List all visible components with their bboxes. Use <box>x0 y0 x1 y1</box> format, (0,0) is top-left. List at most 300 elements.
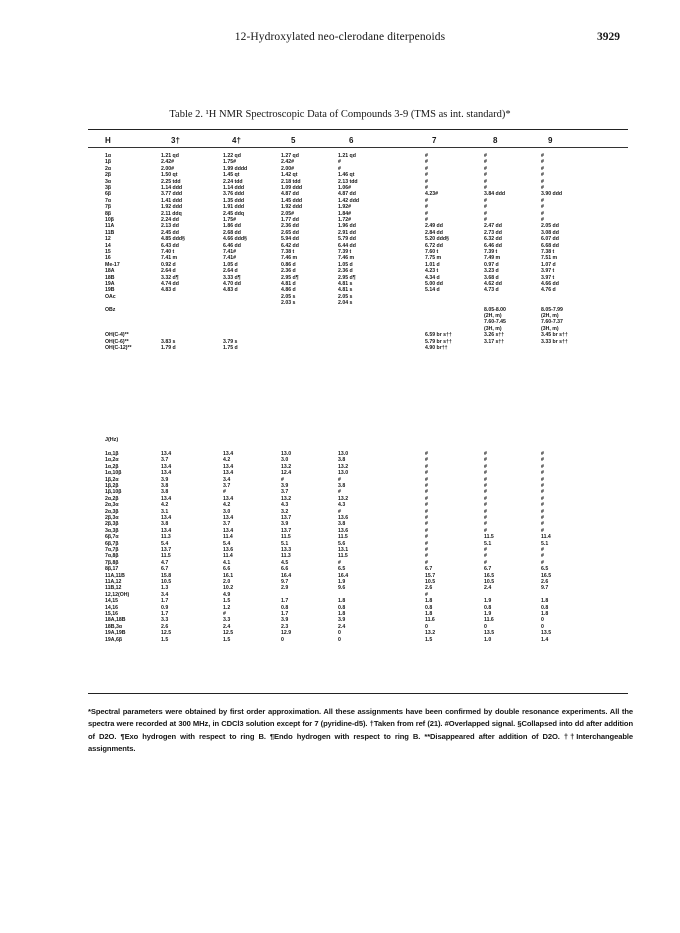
table-cell: # <box>541 204 544 211</box>
table-cell: # <box>484 197 487 204</box>
table-cell: # <box>484 476 487 483</box>
table-cell: # <box>541 197 544 204</box>
table-cell: # <box>425 197 428 204</box>
row-label: 6β <box>105 191 112 198</box>
table-cell: 3.26 s†† <box>484 332 505 339</box>
table-cell: 11.6 <box>425 617 435 624</box>
table-top-rule <box>88 129 628 130</box>
running-title: 12-Hydroxylated neo-clerodane diterpenoids <box>234 31 446 43</box>
row-label: OH(C-6)** <box>105 338 129 345</box>
table-cell: 13.5 <box>484 630 495 637</box>
table-cell: # <box>541 159 544 166</box>
table-cell: 2.05# <box>281 210 294 217</box>
column-header: 7 <box>432 136 437 145</box>
table-cell: 13.4 <box>161 451 172 457</box>
column-header: 3† <box>171 136 180 145</box>
table-cell: 6.59 br s†† <box>425 332 452 339</box>
table-cell: # <box>338 489 341 496</box>
table-cell: 1.45 qt <box>223 172 240 179</box>
table-cell: # <box>484 553 487 560</box>
table-cell: 7.46 m <box>281 255 298 262</box>
table-cell: 15.7 <box>425 572 436 579</box>
table-cell: 2.84 dd <box>425 229 443 236</box>
table-cell: 3.0 <box>223 508 231 515</box>
row-label: 2α,3α <box>105 502 119 509</box>
table-cell: 0.8 <box>484 604 492 611</box>
row-label: 14,15 <box>105 598 118 605</box>
table-cell: # <box>541 527 544 534</box>
table-cell: 2.4 <box>484 585 492 592</box>
row-label: 1β,10β <box>105 489 122 496</box>
table-cell: 16.5 <box>484 572 495 579</box>
table-cell: 1.3 <box>161 585 169 592</box>
table-cell: 0 <box>338 636 341 643</box>
table-cell: 3.4 <box>161 591 169 598</box>
table-cell: # <box>425 457 428 464</box>
table-cell: 0.9 <box>161 604 169 611</box>
table-cell: 7.40 t <box>161 249 175 255</box>
table-cell: # <box>338 165 341 172</box>
table-cell: 11.4 <box>541 534 551 541</box>
table-cell: 4.81 s <box>338 281 353 287</box>
row-label: 6β,7β <box>105 540 119 547</box>
table-cell: 3.32 d¶ <box>161 274 179 281</box>
table-cell: 3.9 <box>281 617 289 624</box>
table-cell: 4.7 <box>161 559 169 566</box>
table-cell: 1.8 <box>338 611 346 617</box>
table-cell: 1.5 <box>223 636 231 643</box>
table-cell: 11.4 <box>223 553 233 560</box>
table-cell: 1.42 qt <box>281 172 298 179</box>
table-cell: # <box>541 172 544 179</box>
table-cell: # <box>541 521 544 528</box>
page-number: 3929 <box>597 31 620 43</box>
table-cell: 6.07 dd <box>541 236 559 243</box>
table-cell: 0.8 <box>338 604 346 611</box>
table-cell: # <box>484 502 487 509</box>
table-cell: 7.39 t <box>484 249 498 255</box>
table-cell: 2.65 dd <box>281 229 299 236</box>
table-cell: 3.97 t <box>541 268 555 275</box>
table-cell: 0.86 d <box>281 261 296 268</box>
table-cell: # <box>541 451 544 457</box>
table-cell: 4.70 dd <box>223 281 241 287</box>
table-cell: 12.4 <box>281 470 292 477</box>
table-cell: 12.5 <box>161 630 172 637</box>
table-cell: 0 <box>425 623 428 630</box>
table-cell: 6.7 <box>484 566 492 573</box>
row-label: 1β <box>105 159 112 166</box>
table-cell: 2.47 dd <box>484 223 502 230</box>
table-cell: 1.91 ddd <box>223 204 245 211</box>
table-cell: 7.60 t <box>425 249 439 255</box>
table-cell: 1.27 qd <box>281 153 299 159</box>
table-cell: 1.05 d <box>338 261 353 268</box>
table-cell: # <box>484 451 487 457</box>
table-cell: 1.86 dd <box>223 223 241 230</box>
table-cell: 1.45 ddd <box>281 197 303 204</box>
row-label: 3β <box>105 185 112 191</box>
table-cell: 5.6 <box>338 540 346 547</box>
row-label: 11A,11B <box>105 572 125 579</box>
table-cell: # <box>425 515 428 521</box>
table-cell: # <box>484 559 487 566</box>
table-cell: # <box>484 527 487 534</box>
table-cell: 2.05 dd <box>541 223 559 230</box>
table-cell: 7.51 m <box>541 255 558 262</box>
table-cell: 12.5 <box>223 630 234 637</box>
table-cell: 5.79 dd <box>338 236 356 243</box>
table-cell: 1.8 <box>425 611 433 617</box>
table-cell: 13.6 <box>223 547 234 553</box>
table-cell: (3H, m) <box>541 325 559 332</box>
table-cell: 13.2 <box>281 463 292 470</box>
table-cell: (2H, m) <box>541 313 559 319</box>
table-cell: # <box>484 547 487 553</box>
table-cell: 3.79 s <box>223 338 238 345</box>
row-label: 15 <box>105 249 111 255</box>
table-cell: 5.1 <box>484 540 492 547</box>
table-cell: # <box>541 457 544 464</box>
table-cell: 11.4 <box>223 534 233 541</box>
row-label: 14 <box>105 242 111 249</box>
table-cell: # <box>541 502 544 509</box>
table-cell: # <box>484 521 487 528</box>
table-cell: # <box>541 463 544 470</box>
table-cell: 15.8 <box>161 572 172 579</box>
table-cell: # <box>484 489 487 496</box>
table-cell: 5.14 d <box>425 287 440 294</box>
table-cell: 2.05 s <box>338 293 353 300</box>
table-cell: 3.8 <box>161 489 169 496</box>
row-label: 7β <box>105 204 112 211</box>
table-cell: # <box>484 217 487 223</box>
table-cell: # <box>541 470 544 477</box>
table-cell: 3.7 <box>281 489 289 496</box>
table-cell: 2.91 dd <box>338 229 356 236</box>
table-cell: 3.1 <box>161 508 169 515</box>
table-cell: # <box>541 165 544 172</box>
table-cell: 1.75 d <box>223 345 238 351</box>
table-cell: 6.6 <box>223 566 231 573</box>
table-cell: 6.68 dd <box>541 242 559 249</box>
table-cell: 1.0 <box>484 636 492 643</box>
table-cell: # <box>484 508 487 515</box>
table-cell: 2.68 dd <box>223 229 241 236</box>
row-label: 11A,12 <box>105 579 122 585</box>
table-cell: 13.0 <box>338 451 349 457</box>
table-cell: 1.92 ddd <box>161 204 183 211</box>
row-label: 12 <box>105 236 111 243</box>
row-label: 2β <box>105 172 112 179</box>
row-label: Me-17 <box>105 261 120 268</box>
table-cell: 6.42 dd <box>281 242 299 249</box>
table-cell: 2.42# <box>281 159 294 166</box>
table-cell: # <box>484 210 487 217</box>
table-cell: 13.5 <box>541 630 552 637</box>
table-cell: 5.1 <box>281 540 289 547</box>
table-cell: 1.35 ddd <box>223 197 245 204</box>
table-cell: 3.8 <box>338 521 346 528</box>
table-cell: 6.46 dd <box>484 242 502 249</box>
table-cell: 3.84 ddd <box>484 191 506 198</box>
table-cell: 16.1 <box>223 572 234 579</box>
table-cell: 2.49 dd <box>425 223 443 230</box>
row-label: 2β,3α <box>105 515 119 521</box>
table-cell: 1.42 ddd <box>338 197 360 204</box>
table-cell: 10.2 <box>223 585 234 592</box>
table-cell: 1.21 qd <box>161 153 179 159</box>
table-cell: # <box>541 495 544 502</box>
table-cell: # <box>425 559 428 566</box>
row-label: 3α,3β <box>105 527 119 534</box>
table-cell: 4.73 d <box>484 287 499 294</box>
row-label: 2α <box>105 165 112 172</box>
table-cell: 1.5 <box>161 636 169 643</box>
table-cell: # <box>425 508 428 515</box>
table-cell: 1.5 <box>223 598 231 605</box>
table-cell: # <box>541 559 544 566</box>
table-cell: 2.36 d <box>338 268 353 275</box>
table-cell: 1.22 qd <box>223 153 241 159</box>
table-cell: # <box>541 483 544 489</box>
table-cell: 3.76 ddd <box>223 191 245 198</box>
table-cell: 1.14 ddd <box>223 185 245 191</box>
table-cell: # <box>425 547 428 553</box>
table-cell: # <box>425 178 428 185</box>
table-cell: 3.90 ddd <box>541 191 563 198</box>
table-cell: 0.8 <box>281 604 289 611</box>
table-cell: 12.9 <box>281 630 292 637</box>
table-cell: 4.66 dd <box>541 281 559 287</box>
column-header: 9 <box>548 136 553 145</box>
table-cell: 1.7 <box>281 611 289 617</box>
table-cell: # <box>223 611 226 617</box>
table-cell: # <box>425 210 428 217</box>
table-cell: # <box>541 217 544 223</box>
table-cell: 4.83 d <box>161 287 176 294</box>
table-cell: 3.33 br s†† <box>541 338 568 345</box>
row-label: 19B <box>105 287 115 294</box>
table-cell: # <box>425 463 428 470</box>
table-cell: 5.79 br s†† <box>425 338 452 345</box>
column-header: 4† <box>232 136 241 145</box>
row-label: OBz <box>105 306 116 313</box>
table-cell: 6.44 dd <box>338 242 356 249</box>
table-cell: 4.2 <box>161 502 169 509</box>
table-cell: (3H, m) <box>484 325 502 332</box>
table-cell: # <box>484 470 487 477</box>
table-cell: 1.46 qt <box>338 172 355 179</box>
table-cell: 3.7 <box>223 521 231 528</box>
table-cell: 4.2 <box>223 502 231 509</box>
row-label: 18A,18B <box>105 617 126 624</box>
table-cell: 1.2 <box>223 604 231 611</box>
table-cell: 3.45 br s†† <box>541 332 568 339</box>
table-cell: # <box>425 185 428 191</box>
table-cell: 1.8 <box>541 598 549 605</box>
table-cell: 8.05-8.00 <box>484 306 506 313</box>
table-cell: 3.08 dd <box>541 229 559 236</box>
table-cell: 2.95 d¶ <box>338 274 356 281</box>
table-cell: 4.76 d <box>541 287 556 294</box>
table-cell: 3.4 <box>223 476 231 483</box>
table-cell: 7.46 m <box>338 255 355 262</box>
table-cell: 6.46 dd <box>223 242 241 249</box>
table-cell: 3.2 <box>281 508 289 515</box>
table-cell: # <box>541 178 544 185</box>
table-cell: 2.42# <box>161 159 174 166</box>
row-label: 7β,8β <box>105 559 119 566</box>
table-cell: 1.21 qd <box>338 153 356 159</box>
table-cell: 13.7 <box>161 547 172 553</box>
row-label: 11B,12 <box>105 585 122 592</box>
table-footnote: *Spectral parameters were obtained by first order approximation. All these assignments have been confirmed by double resonance experiments. All the spectra were recorded at 300 MHz, in CDCl3 solution except for 7 (pyridine-d5). †Taken from ref (21). #Overlapped signal. §Collapsed into dd after addition of D2O. ¶Exo hydrogen with respect to ring B. ¶Endo hydrogen with respect to ring B. **Disappeared after addition of D2O. ††Interchangeable assignments. <box>88 707 633 754</box>
table-cell: 2.03 s <box>281 300 296 307</box>
table-cell: # <box>425 553 428 560</box>
table-cell: 2.64 d <box>223 268 238 275</box>
table-cell: 2.0 <box>223 579 231 585</box>
table-cell: 3.83 s <box>161 338 176 345</box>
table-cell: 2.18 tdd <box>281 178 301 185</box>
row-label: 19A,6β <box>105 636 123 643</box>
table-cell: 13.4 <box>223 463 234 470</box>
row-label: 1α,2α <box>105 457 119 464</box>
table-cell: 4.85 ddd§ <box>161 236 185 243</box>
table-bottom-rule <box>88 693 628 694</box>
row-label: 1α <box>105 153 112 159</box>
row-label: 19A,19B <box>105 630 126 637</box>
table-cell: 3.8 <box>338 457 346 464</box>
table-cell: # <box>425 470 428 477</box>
table-cell: 1.8 <box>541 611 549 617</box>
j-section-label: J(Hz) <box>105 437 119 443</box>
table-cell: 6.5 <box>541 566 549 573</box>
table-cell: 11.3 <box>281 553 291 560</box>
table-cell: # <box>484 483 487 489</box>
table-cell: 1.75# <box>223 217 236 223</box>
table-cell: 1.9 <box>484 598 492 605</box>
table-cell: # <box>425 521 428 528</box>
table-cell: 7.38 t <box>281 249 295 255</box>
table-cell: 1.7 <box>161 598 169 605</box>
table-cell: # <box>484 457 487 464</box>
table-cell: # <box>484 204 487 211</box>
table-cell: 13.4 <box>223 527 234 534</box>
table-cell: 7.75 m <box>425 255 442 262</box>
table-cell: 11.5 <box>484 534 494 541</box>
table-cell: # <box>425 451 428 457</box>
table-cell: 13.4 <box>161 495 172 502</box>
table-cell: 7.41# <box>223 249 236 255</box>
table-cell: 4.23# <box>425 191 438 198</box>
table-cell: # <box>484 515 487 521</box>
table-cell: 13.0 <box>281 451 292 457</box>
table-cell: 2.36 dd <box>281 223 299 230</box>
table-cell: 3.7 <box>161 457 169 464</box>
table-cell: 1.92 ddd <box>281 204 303 211</box>
table-cell: 6.7 <box>161 566 169 573</box>
table-cell: 3.9 <box>281 483 289 489</box>
table-cell: 8.05-7.99 <box>541 306 563 313</box>
table-cell: 13.2 <box>425 630 436 637</box>
table-cell: 2.6 <box>425 585 433 592</box>
table-cell: 16.4 <box>281 572 292 579</box>
table-cell: 13.4 <box>161 463 172 470</box>
table-cell: 0 <box>484 623 487 630</box>
table-cell: 1.01 d <box>425 261 440 268</box>
table-cell: 0 <box>541 623 544 630</box>
table-cell: 13.4 <box>161 515 172 521</box>
table-cell: 13.4 <box>223 495 234 502</box>
table-cell: 4.3 <box>338 502 346 509</box>
table-cell: 7.41# <box>223 255 236 262</box>
table-cell: 4.9 <box>223 591 231 598</box>
row-label: 1β,2β <box>105 483 119 489</box>
table-cell: 4.83 d <box>223 287 238 294</box>
table-cell: # <box>425 489 428 496</box>
table-cell: 9.7 <box>281 579 289 585</box>
table-cell: 13.3 <box>281 547 292 553</box>
row-label: 1α,2β <box>105 463 119 470</box>
row-label: 12,12(OH) <box>105 591 130 598</box>
table-cell: 7.60-7.37 <box>541 319 563 326</box>
table-cell: 2.13 tdd <box>338 178 358 185</box>
table-cell: 4.2 <box>223 457 231 464</box>
table-cell: 6.32 dd <box>484 236 502 243</box>
table-cell: # <box>484 165 487 172</box>
table-cell: 3.23 d <box>484 268 499 275</box>
table-cell: 1.84# <box>338 210 351 217</box>
column-header: H <box>105 136 111 145</box>
table-cell: 2.95 d¶ <box>281 274 299 281</box>
table-cell: 2.9 <box>281 585 289 592</box>
table-cell: # <box>541 515 544 521</box>
table-cell: 2.6 <box>541 579 549 585</box>
table-cell: 1.8 <box>425 598 433 605</box>
column-header: 6 <box>349 136 354 145</box>
table-cell: # <box>484 463 487 470</box>
table-cell: 0.92 d <box>161 261 176 268</box>
table-cell: 5.94 dd <box>281 236 299 243</box>
table-cell: 2.04 s <box>338 300 353 307</box>
table-cell: 3.9 <box>281 521 289 528</box>
row-label: 1α,1β <box>105 451 119 457</box>
table-cell: # <box>425 534 428 541</box>
table-cell: 11.5 <box>338 553 348 560</box>
table-cell: 2.64 d <box>161 268 176 275</box>
table-cell: 16.4 <box>338 572 349 579</box>
table-cell: 6.6 <box>281 566 289 573</box>
table-cell: 1.06# <box>338 185 351 191</box>
table-cell: 2.3 <box>281 623 289 630</box>
table-cell: 1.07 d <box>541 261 556 268</box>
table-cell: # <box>484 172 487 179</box>
row-label: 1α,10β <box>105 470 122 477</box>
table-cell: 6.7 <box>425 566 433 573</box>
row-label: 8β,17 <box>105 566 119 573</box>
row-label: 2α,3β <box>105 508 119 515</box>
table-cell: 9.6 <box>338 585 346 592</box>
table-cell: # <box>425 217 428 223</box>
table-cell: 2.24 dd <box>161 217 179 223</box>
table-cell: 3.7 <box>223 483 231 489</box>
table-cell: 4.90 br†† <box>425 345 448 351</box>
table-cell: 3.0 <box>281 457 289 464</box>
table-cell: 3.97 t <box>541 274 555 281</box>
table-cell: 3.77 ddd <box>161 191 183 198</box>
table-cell: # <box>484 495 487 502</box>
